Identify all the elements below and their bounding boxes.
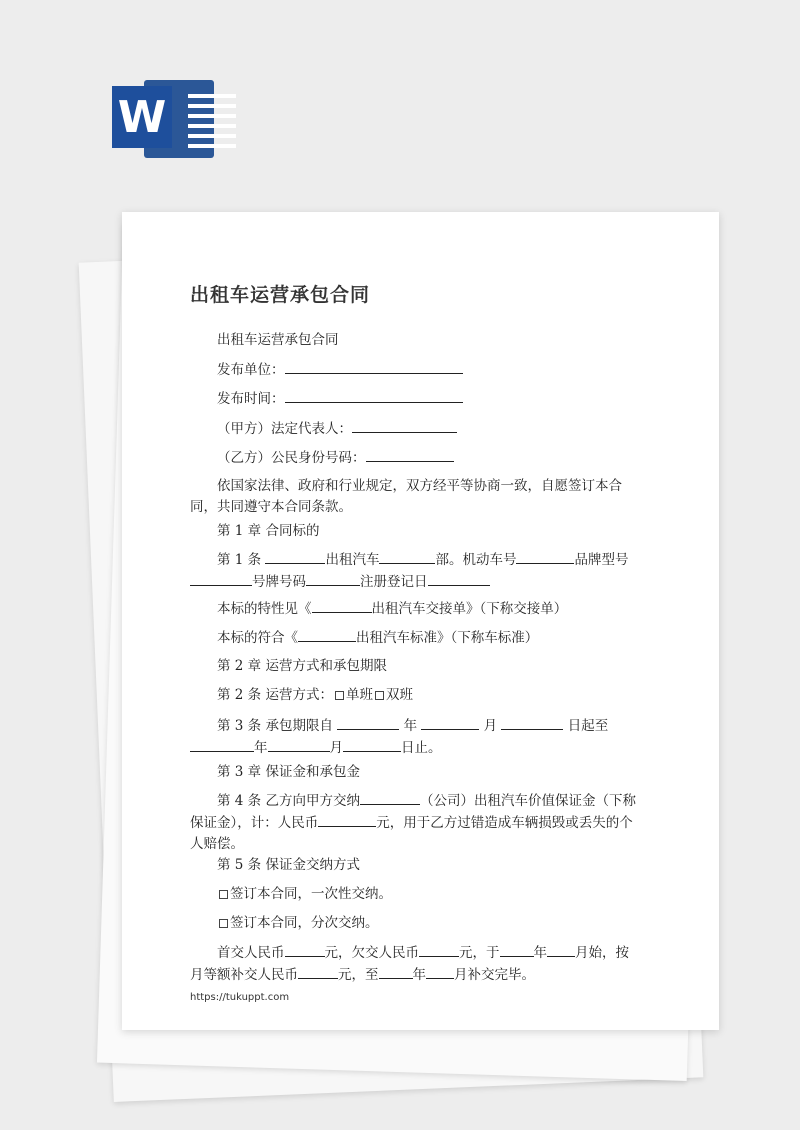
checkbox-icon [219,919,228,928]
spec-line: 本标的特性见《 出租汽车交接单》（下称交接单） [190,598,642,620]
article-2: 第 2 条 运营方式： 单班 双班 [217,687,413,703]
time-line: 发布时间： [190,388,642,410]
source-url: https://tukuppt.com [190,992,290,1003]
article-1: 第 1 条 出租汽车 部。机动车号 品牌型号 号牌号码 注册登记日 [190,549,642,593]
article-5: 第 5 条 保证金交纳方式 [217,857,360,873]
word-icon: W [112,80,214,158]
article-3: 第 3 条 承包期限自 年 月 日起至 年 月 日止。 [190,715,642,759]
chapter-2: 第 2 章 运营方式和承包期限 [217,658,387,674]
party-a-line: （甲方）法定代表人： [190,418,642,440]
document-page [122,212,719,1030]
payment-line: 首交人民币 元，欠交人民币 元，于 年 月始，按月等额补交人民币 元，至 年 月补交完毕。 [190,942,642,986]
standard-line: 本标的符合《 出租汽车标准》（下称车标准） [190,627,642,649]
checkbox-icon [219,890,228,899]
party-b-line: （乙方）公民身份号码： [190,447,642,469]
option-installment: 签订本合同，分次交纳。 [190,913,642,934]
chapter-1: 第 1 章 合同标的 [217,523,320,539]
checkbox-icon [335,691,344,700]
chapter-3: 第 3 章 保证金和承包金 [217,764,360,780]
publisher-line: 发布单位： [190,359,642,381]
checkbox-icon [375,691,384,700]
document-title: 出租车运营承包合同 [190,284,371,306]
option-one-time: 签订本合同，一次性交纳。 [190,884,642,905]
article-4: 第 4 条 乙方向甲方交纳 （公司）出租汽车价值保证金（下称保证金），计：人民币 元，用于乙方过错造成车辆损毁或丢失的个人赔偿。 [190,790,642,855]
subtitle: 出租车运营承包合同 [217,332,339,348]
intro-paragraph: 依国家法律、政府和行业规定，双方经平等协商一致，自愿签订本合同，共同遵守本合同条款。 [190,478,622,515]
